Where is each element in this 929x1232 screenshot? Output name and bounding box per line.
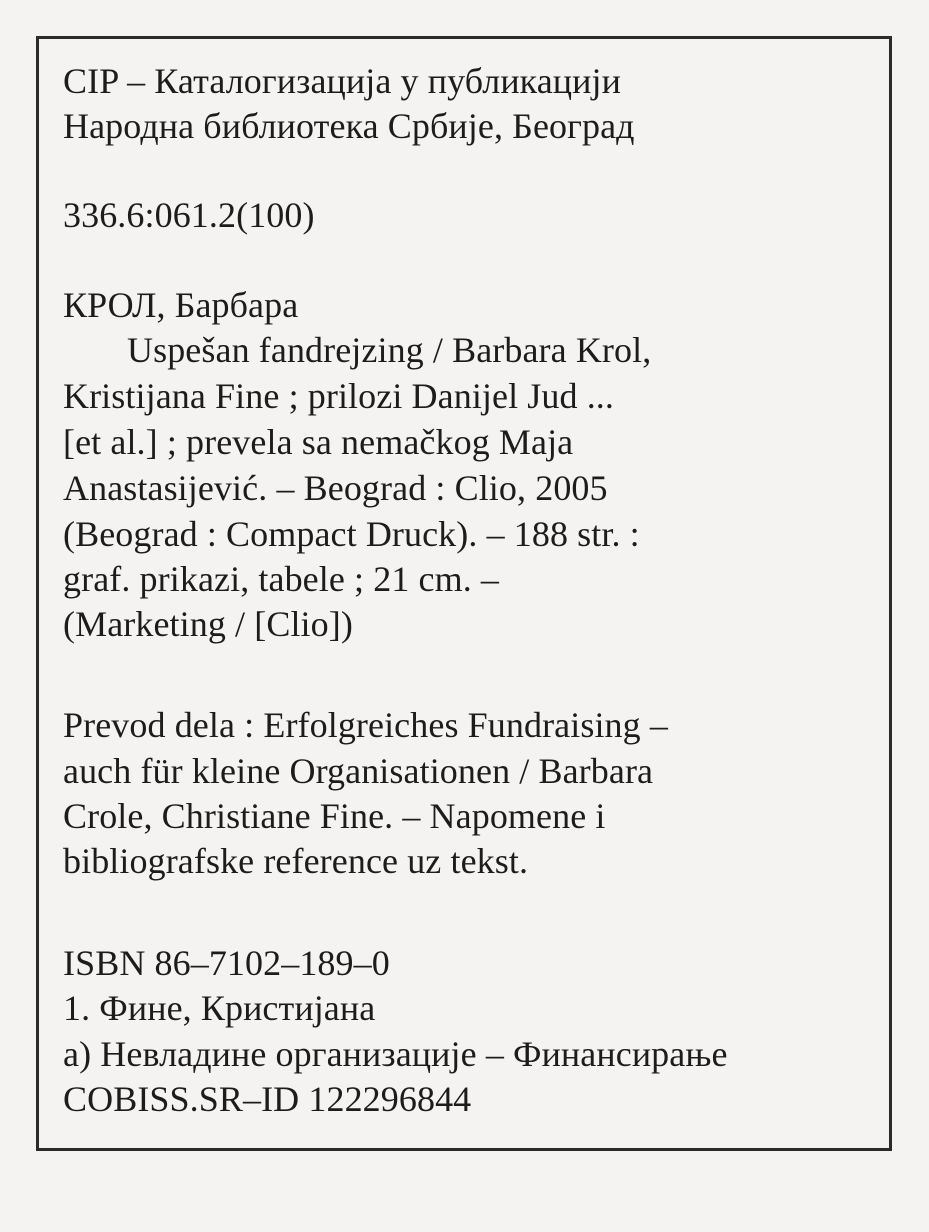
isbn: ISBN 86–7102–189–0 bbox=[63, 943, 390, 983]
note-line-4: bibliografske reference uz tekst. bbox=[63, 841, 529, 881]
title-line-5: (Beograd : Compact Druck). – 188 str. : bbox=[63, 514, 640, 554]
subject-entry-a: а) Невладине организације – Финансирање bbox=[63, 1034, 728, 1074]
cip-header-line-1: CIP – Каталогизација у публикацији bbox=[63, 61, 622, 101]
author-heading: КРОЛ, Барбара bbox=[63, 285, 299, 325]
title-line-6: graf. prikazi, tabele ; 21 cm. – bbox=[63, 559, 500, 599]
title-line-3: [et al.] ; prevela sa nemačkog Maja bbox=[63, 422, 574, 462]
udc-classification: 336.6:061.2(100) bbox=[63, 195, 315, 235]
added-entry-1: 1. Фине, Кристијана bbox=[63, 988, 376, 1028]
cobiss-id: COBISS.SR–ID 122296844 bbox=[63, 1079, 472, 1119]
title-line-2: Kristijana Fine ; prilozi Danijel Jud ... bbox=[63, 376, 615, 416]
note-line-2: auch für kleine Organisationen / Barbara bbox=[63, 751, 654, 791]
note-line-1: Prevod dela : Erfolgreiches Fundraising – bbox=[63, 705, 668, 745]
title-line-4: Anastasijević. – Beograd : Clio, 2005 bbox=[63, 468, 608, 508]
title-line-1: Uspešan fandrejzing / Barbara Krol, bbox=[127, 330, 652, 370]
cip-header-line-2: Народна библиотека Србије, Београд bbox=[63, 106, 635, 146]
title-line-7: (Marketing / [Clio]) bbox=[63, 604, 353, 644]
note-line-3: Crole, Christiane Fine. – Napomene i bbox=[63, 796, 606, 836]
cip-record-box bbox=[36, 36, 892, 1151]
